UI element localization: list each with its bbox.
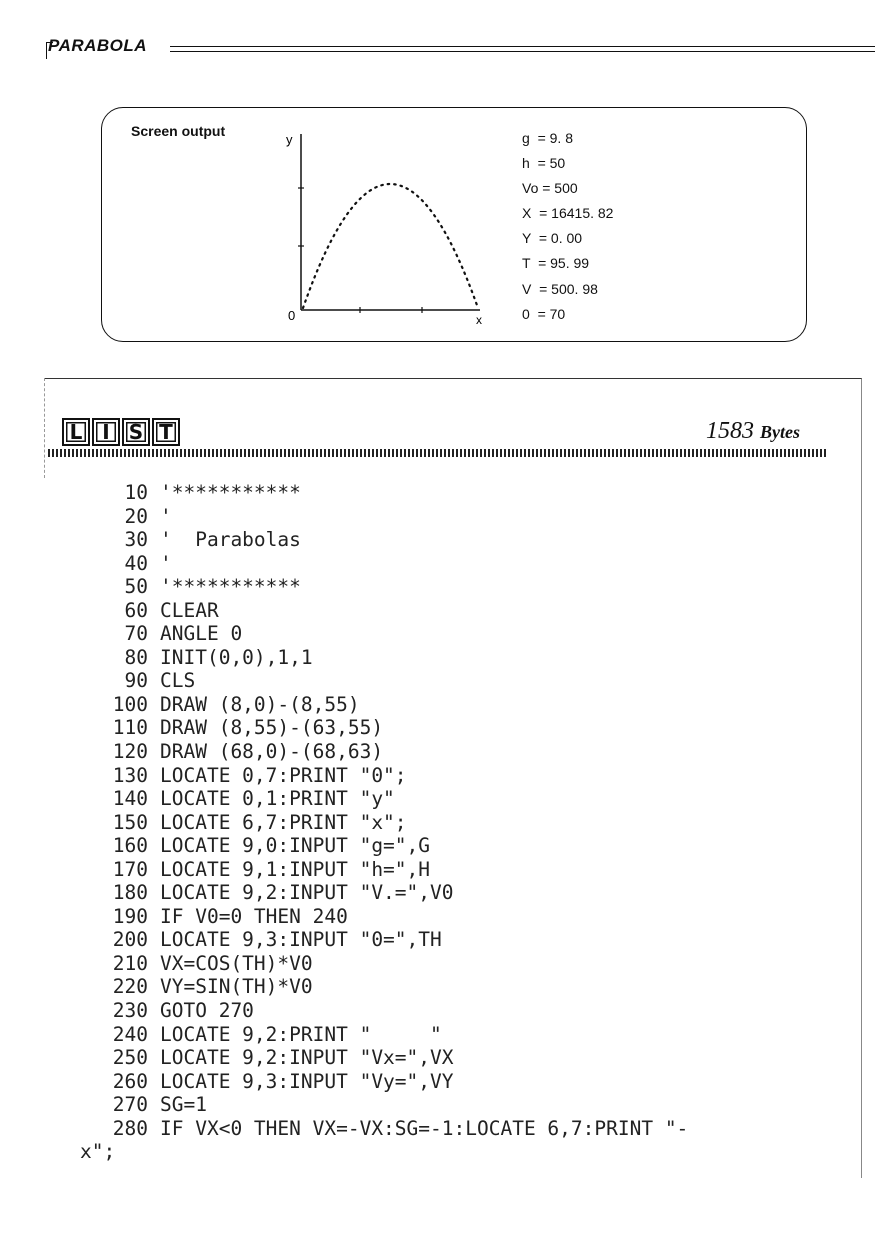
code-line bbox=[70, 481, 688, 505]
x-axis-label: x bbox=[476, 313, 482, 325]
line-number: 40 bbox=[124, 551, 148, 575]
logo-letter: L bbox=[62, 418, 90, 446]
line-number: 250 bbox=[112, 1046, 148, 1070]
logo-letter: T bbox=[152, 418, 180, 446]
line-code: ANGLE 0 bbox=[160, 622, 243, 646]
trajectory-curve bbox=[303, 184, 478, 308]
line-number: 10 bbox=[124, 481, 148, 504]
code-line bbox=[70, 1046, 688, 1070]
line-number: 150 bbox=[112, 810, 148, 834]
code-line bbox=[70, 787, 688, 811]
line-code: DRAW (8,0)-(8,55) bbox=[160, 692, 360, 716]
list-logo bbox=[62, 418, 180, 446]
listing-frame-edge bbox=[44, 378, 45, 478]
logo-letter: I bbox=[92, 418, 120, 446]
line-code: ' bbox=[160, 551, 172, 575]
code-line bbox=[70, 552, 688, 576]
line-code: LOCATE 9,1:INPUT "h=",H bbox=[160, 857, 431, 881]
line-number: 230 bbox=[112, 999, 148, 1023]
code-line bbox=[70, 881, 688, 905]
line-code: LOCATE 6,7:PRINT "x"; bbox=[160, 810, 407, 834]
code-line bbox=[70, 834, 688, 858]
code-line bbox=[70, 1070, 688, 1094]
listing-size-value: 1583 bbox=[706, 418, 754, 444]
line-number: 100 bbox=[112, 692, 148, 716]
line-code: '*********** bbox=[160, 481, 301, 504]
line-code: ' bbox=[160, 504, 172, 528]
line-number: 220 bbox=[112, 975, 148, 999]
code-line bbox=[70, 622, 688, 646]
line-code: LOCATE 9,2:PRINT " " bbox=[160, 1022, 442, 1046]
line-number: 160 bbox=[112, 834, 148, 858]
line-code: LOCATE 9,3:INPUT "Vy=",VY bbox=[160, 1069, 454, 1093]
line-code: IF V0=0 THEN 240 bbox=[160, 904, 348, 928]
readout-y: Y = 0. 00 bbox=[522, 230, 583, 247]
code-line bbox=[70, 669, 688, 693]
line-code: IF VX<0 THEN VX=-VX:SG=-1:LOCATE 6,7:PRINT "- bbox=[160, 1116, 689, 1140]
line-number: 130 bbox=[112, 763, 148, 787]
readout-v: V = 500. 98 bbox=[522, 280, 598, 297]
code-line bbox=[70, 646, 688, 670]
code-line bbox=[70, 811, 688, 835]
line-number: 280 bbox=[112, 1116, 148, 1140]
code-line bbox=[70, 1117, 688, 1141]
code-line bbox=[70, 693, 688, 717]
line-code: VX=COS(TH)*V0 bbox=[160, 951, 313, 975]
line-number: 170 bbox=[112, 857, 148, 881]
line-code: DRAW (68,0)-(68,63) bbox=[160, 740, 384, 764]
line-number: 50 bbox=[124, 575, 148, 599]
readout-t: T = 95. 99 bbox=[522, 255, 590, 272]
readout-g: g = 9. 8 bbox=[522, 130, 573, 146]
code-line bbox=[70, 858, 688, 882]
code-line bbox=[70, 716, 688, 740]
readouts-panel bbox=[522, 126, 613, 327]
header-rule bbox=[170, 46, 875, 47]
line-code: DRAW (8,55)-(63,55) bbox=[160, 716, 384, 740]
line-code: CLS bbox=[160, 669, 196, 693]
code-line bbox=[70, 599, 688, 623]
line-number: 90 bbox=[124, 669, 148, 693]
parabola-plot bbox=[270, 120, 500, 325]
line-number: 120 bbox=[112, 740, 148, 764]
line-code: LOCATE 0,1:PRINT "y" bbox=[160, 787, 395, 811]
origin-label: 0 bbox=[288, 308, 296, 323]
readout-x: X = 16415. 82 bbox=[522, 205, 614, 222]
line-code: VY=SIN(TH)*V0 bbox=[160, 975, 313, 999]
code-line bbox=[70, 1093, 688, 1117]
code-line bbox=[70, 905, 688, 929]
readout-theta: 0 = 70 bbox=[522, 305, 566, 322]
code-line bbox=[70, 1023, 688, 1047]
line-code: LOCATE 9,0:INPUT "g=",G bbox=[160, 834, 431, 858]
code-line bbox=[70, 952, 688, 976]
line-number: 260 bbox=[112, 1069, 148, 1093]
line-code: INIT(0,0),1,1 bbox=[160, 645, 313, 669]
line-number: 70 bbox=[124, 622, 148, 646]
code-line bbox=[70, 740, 688, 764]
code-line-continuation: x"; bbox=[80, 1140, 116, 1164]
line-code: LOCATE 0,7:PRINT "0"; bbox=[160, 763, 407, 787]
line-number: 200 bbox=[112, 928, 148, 952]
line-number: 80 bbox=[124, 645, 148, 669]
line-number: 210 bbox=[112, 951, 148, 975]
line-code: CLEAR bbox=[160, 598, 219, 622]
line-number: 140 bbox=[112, 787, 148, 811]
code-listing bbox=[70, 481, 688, 1164]
header-rule-secondary bbox=[170, 51, 875, 52]
line-code: ' Parabolas bbox=[160, 528, 301, 552]
line-code: '*********** bbox=[160, 575, 301, 599]
code-line bbox=[70, 975, 688, 999]
code-line bbox=[70, 575, 688, 599]
code-line bbox=[70, 999, 688, 1023]
listing-size-unit: Bytes bbox=[760, 422, 800, 442]
code-line bbox=[70, 505, 688, 529]
line-number: 180 bbox=[112, 881, 148, 905]
line-code: LOCATE 9,2:INPUT "Vx=",VX bbox=[160, 1046, 454, 1070]
line-number: 240 bbox=[112, 1022, 148, 1046]
readout-h: h = 50 bbox=[522, 155, 566, 172]
line-code: GOTO 270 bbox=[160, 999, 254, 1023]
screen-output-label: Screen output bbox=[131, 123, 226, 139]
line-number: 190 bbox=[112, 904, 148, 928]
line-code: LOCATE 9,2:INPUT "V.=",V0 bbox=[160, 881, 454, 905]
code-line bbox=[70, 764, 688, 788]
line-code: LOCATE 9,3:INPUT "0=",TH bbox=[160, 928, 442, 952]
line-number: 270 bbox=[112, 1093, 148, 1117]
line-number: 60 bbox=[124, 598, 148, 622]
code-line bbox=[70, 928, 688, 952]
line-number: 20 bbox=[124, 504, 148, 528]
readout-vo: Vo = 500 bbox=[522, 180, 578, 197]
line-number: 110 bbox=[112, 716, 148, 740]
logo-letter: S bbox=[122, 418, 150, 446]
line-code: SG=1 bbox=[160, 1093, 207, 1117]
y-axis-label: y bbox=[286, 132, 293, 147]
line-number: 30 bbox=[124, 528, 148, 552]
page-title: PARABOLA bbox=[48, 36, 148, 55]
code-line bbox=[70, 528, 688, 552]
listing-size bbox=[706, 418, 800, 445]
hatched-divider bbox=[48, 449, 828, 457]
